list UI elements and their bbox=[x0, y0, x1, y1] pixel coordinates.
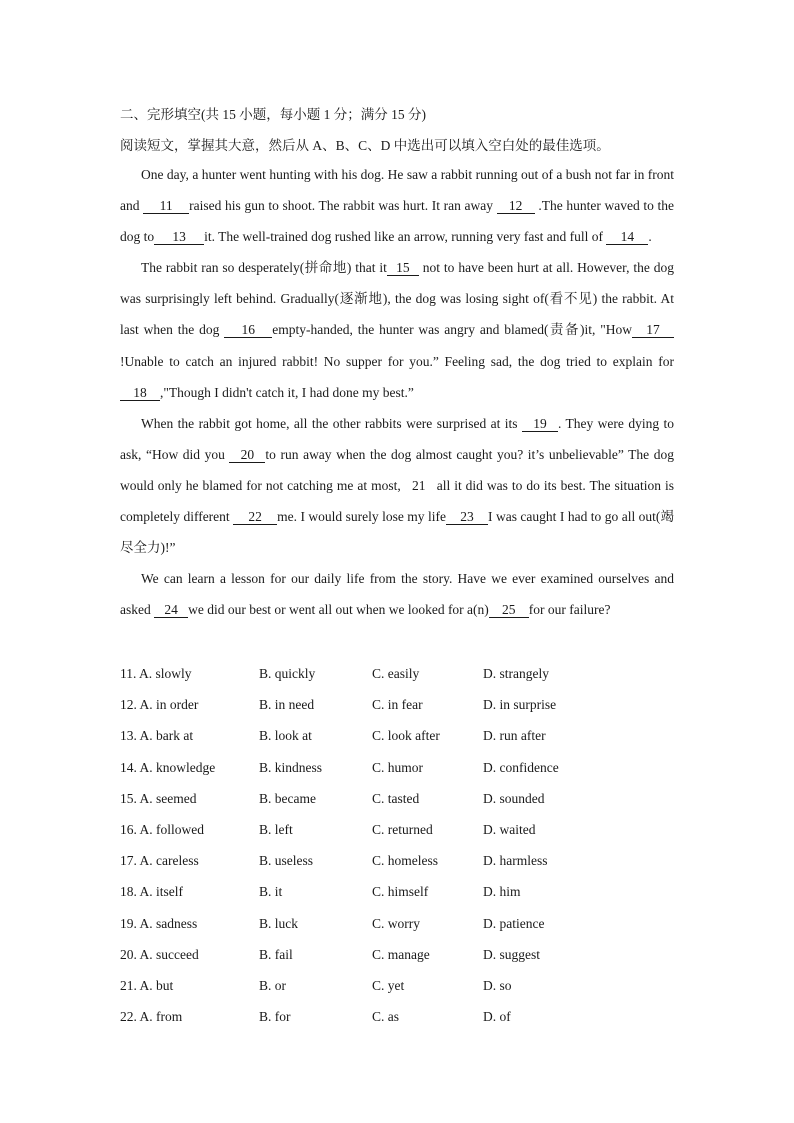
blank-18: 18 bbox=[120, 386, 160, 401]
passage-paragraph-1 bbox=[120, 159, 674, 252]
option-row-13 bbox=[120, 720, 680, 751]
option-a: 13. A. bark at bbox=[120, 728, 194, 744]
option-a: 14. A. knowledge bbox=[120, 759, 216, 775]
option-b: B. luck bbox=[259, 915, 298, 931]
blank-24: 24 bbox=[154, 603, 188, 618]
passage-text: it. The well-trained dog rushed like an arrow, running very fast and full of bbox=[204, 229, 607, 245]
option-b: B. useless bbox=[259, 853, 313, 869]
option-a: 17. A. careless bbox=[120, 853, 199, 869]
option-b: B. or bbox=[259, 977, 286, 993]
option-b: B. fail bbox=[259, 946, 293, 962]
blank-11: 11 bbox=[143, 199, 189, 214]
option-b: B. it bbox=[259, 884, 283, 900]
blank-25: 25 bbox=[489, 603, 529, 618]
option-a: 19. A. sadness bbox=[120, 915, 198, 931]
option-c: C. worry bbox=[372, 915, 420, 931]
option-c: C. yet bbox=[372, 977, 405, 993]
option-c: C. humor bbox=[372, 759, 424, 775]
passage-text: I was caught I had to go all out(竭尽全力)!” bbox=[120, 509, 675, 556]
option-a: 15. A. seemed bbox=[120, 790, 197, 806]
passage-text: not to have been hurt at all. However, the dog was surprisingly left behind. Gradually(逐渐地), the dog was losing sight of(看不见) the rabbit. At last when the dog bbox=[120, 260, 674, 338]
passage-text: When the rabbit got home, all the other rabbits were surprised at its bbox=[141, 415, 522, 431]
passage-text: we did our best or went all out when we looked for a(n) bbox=[188, 602, 489, 618]
passage-paragraph-3 bbox=[120, 408, 674, 563]
passage-text: One day, a hunter went hunting with his dog. He saw a rabbit running out of a bush not far in front and bbox=[120, 167, 674, 214]
blank-14: 14 bbox=[606, 230, 648, 245]
blank-17: 17 bbox=[632, 323, 674, 338]
option-c: C. homeless bbox=[372, 853, 438, 869]
instruction-text: 阅读短文，掌握其大意，然后从 A、B、C、D 中选出可以填入空白处的最佳选项。 bbox=[120, 138, 610, 153]
option-row-20 bbox=[120, 939, 680, 970]
option-d: D. sounded bbox=[483, 790, 545, 806]
option-b: B. look at bbox=[259, 728, 312, 744]
option-d: D. him bbox=[483, 884, 521, 900]
option-row-22 bbox=[120, 1001, 680, 1032]
option-row-11 bbox=[120, 658, 680, 689]
option-c: C. as bbox=[372, 1009, 399, 1025]
passage-text: .The hunter waved to the dog to bbox=[120, 198, 675, 245]
cloze-passage bbox=[120, 159, 674, 625]
blank-22: 22 bbox=[233, 510, 277, 525]
passage-text: raised his gun to shoot. The rabbit was hurt. It ran away bbox=[189, 198, 497, 214]
option-b: B. kindness bbox=[259, 759, 323, 775]
option-b: B. for bbox=[259, 1009, 291, 1025]
passage-text: The rabbit ran so desperately(拼命地) that it bbox=[141, 260, 387, 276]
option-b: B. in need bbox=[259, 697, 315, 713]
blank-20: 20 bbox=[229, 448, 265, 463]
option-d: D. so bbox=[483, 977, 512, 993]
option-d: D. of bbox=[483, 1009, 511, 1025]
passage-text: for our failure? bbox=[528, 602, 611, 618]
passage-text: We can learn a lesson for our daily life from the story. Have we ever examined ourselves and asked bbox=[120, 571, 674, 618]
option-c: C. tasted bbox=[372, 790, 420, 806]
passage-text: ,"Though I didn't catch it, I had done my best.” bbox=[160, 384, 414, 400]
blank-19: 19 bbox=[522, 417, 558, 432]
passage-text: . bbox=[648, 229, 652, 245]
option-row-19 bbox=[120, 908, 680, 939]
option-a: 11. A. slowly bbox=[120, 666, 192, 681]
option-c: C. in fear bbox=[372, 697, 423, 713]
blank-16: 16 bbox=[224, 323, 272, 338]
passage-text: to run away when the dog almost caught you? it’s unbelievable” The dog would only he blamed for not catching me at most, bbox=[120, 446, 674, 493]
option-b: B. quickly bbox=[259, 666, 316, 681]
option-a: 20. A. succeed bbox=[120, 946, 199, 962]
blank-23: 23 bbox=[446, 510, 488, 525]
option-d: D. strangely bbox=[483, 666, 549, 681]
option-row-15 bbox=[120, 783, 680, 814]
option-d: D. confidence bbox=[483, 759, 559, 775]
option-a: 12. A. in order bbox=[120, 697, 199, 713]
blank-13: 13 bbox=[154, 230, 204, 245]
option-d: D. harmless bbox=[483, 853, 548, 869]
passage-text: empty-handed, the hunter was angry and blamed(责备)it, "How bbox=[272, 322, 633, 338]
passage-text: all it did was to do its best. The situation is completely different bbox=[120, 477, 674, 525]
option-row-16 bbox=[120, 814, 680, 845]
option-c: C. himself bbox=[372, 884, 429, 900]
passage-text: !Unable to catch an injured rabbit! No supper for you.” Feeling sad, the dog tried to explain for bbox=[120, 353, 674, 369]
option-c: C. returned bbox=[372, 821, 433, 837]
option-d: D. run after bbox=[483, 728, 546, 744]
option-d: D. patience bbox=[483, 915, 545, 931]
option-d: D. suggest bbox=[483, 946, 540, 962]
option-c: C. manage bbox=[372, 946, 430, 962]
option-row-14 bbox=[120, 752, 680, 783]
option-a: 21. A. but bbox=[120, 977, 174, 993]
passage-paragraph-4 bbox=[120, 563, 674, 625]
answer-options bbox=[120, 658, 680, 1032]
passage-text: . They were dying to ask, “How did you bbox=[120, 415, 674, 462]
option-b: B. became bbox=[259, 790, 316, 806]
option-c: C. look after bbox=[372, 728, 440, 744]
blank-21: 21 bbox=[411, 477, 426, 493]
option-row-12 bbox=[120, 689, 680, 720]
blank-15: 15 bbox=[387, 261, 419, 276]
option-row-17 bbox=[120, 845, 680, 876]
option-row-21 bbox=[120, 970, 680, 1001]
blank-12: 12 bbox=[497, 199, 535, 214]
option-a: 22. A. from bbox=[120, 1009, 183, 1025]
option-c: C. easily bbox=[372, 666, 420, 681]
option-a: 18. A. itself bbox=[120, 884, 183, 900]
option-d: D. in surprise bbox=[483, 697, 557, 713]
section-title: 二、完形填空(共 15 小题，每小题 1 分；满分 15 分) bbox=[120, 107, 426, 122]
option-b: B. left bbox=[259, 821, 293, 837]
passage-text: me. I would surely lose my life bbox=[277, 509, 447, 525]
option-a: 16. A. followed bbox=[120, 821, 204, 837]
option-row-18 bbox=[120, 876, 680, 907]
option-d: D. waited bbox=[483, 821, 536, 837]
passage-paragraph-2 bbox=[120, 252, 674, 407]
